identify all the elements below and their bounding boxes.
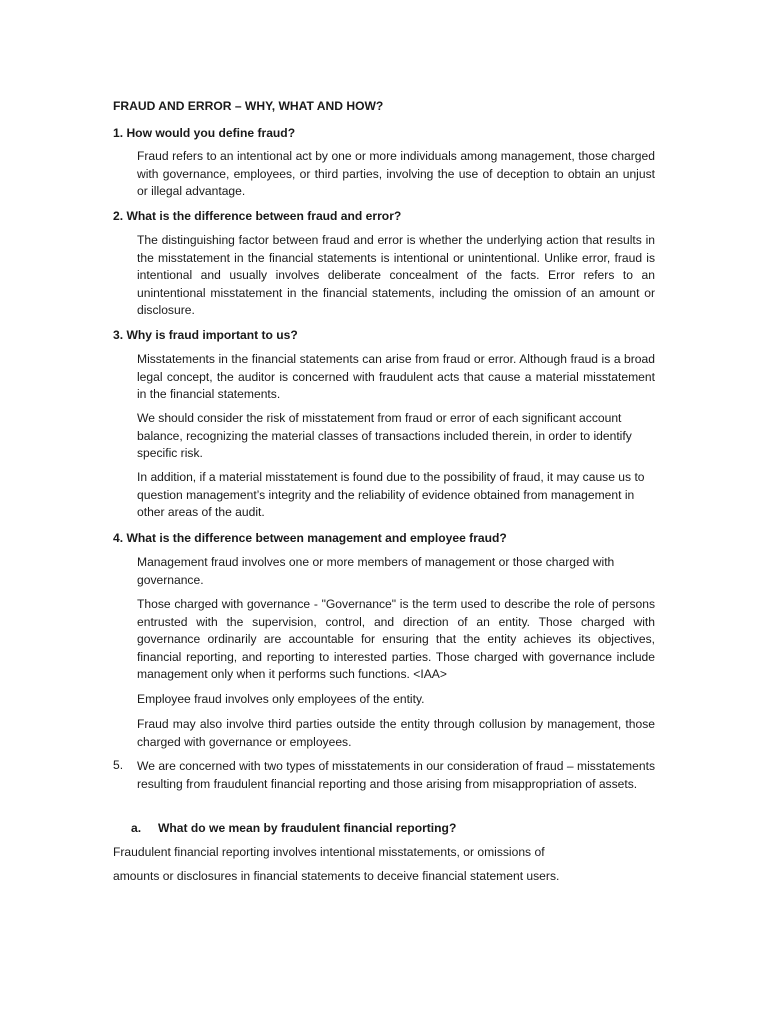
question-4-answer-3 bbox=[137, 691, 655, 709]
question-1-heading: 1. How would you define fraud? bbox=[113, 126, 296, 140]
paragraph: Management fraud involves one or more members of management or those charged with governance. bbox=[137, 555, 615, 587]
question-2 bbox=[113, 207, 401, 225]
question-3-heading: 3. Why is fraud important to us? bbox=[113, 328, 298, 342]
question-1 bbox=[113, 124, 295, 142]
paragraph: Those charged with governance - "Governance" is the term used to describe the role of persons entrusted with the supervision, control, and direction of an entity. Those charged with governance ordinarily are accountable for ensuring that the entity achieves its objectives, financial reporting, and reporting to interested parties. Those charged with governance include management only when it performs such functions. <IAA> bbox=[137, 597, 655, 682]
question-1-answer bbox=[137, 148, 655, 201]
question-3 bbox=[113, 326, 298, 344]
item-text: We are concerned with two types of misstatements in our consideration of fraud – misstatements resulting from fraudulent financial reporting and those arising from misappropriation of assets. bbox=[137, 759, 655, 791]
body-line: amounts or disclosures in financial statements to deceive financial statement users. bbox=[113, 869, 560, 883]
question-4-answer-1 bbox=[137, 554, 655, 589]
question-4-heading: 4. What is the difference between management and employee fraud? bbox=[113, 531, 507, 545]
paragraph: We should consider the risk of misstatement from fraud or error of each significant account balance, recognizing the material classes of transactions included therein, in order to identify specific risk. bbox=[137, 411, 632, 461]
question-4-answer-2 bbox=[137, 596, 655, 684]
question-4-answer-4 bbox=[137, 716, 655, 751]
question-4 bbox=[113, 529, 507, 547]
paragraph: The distinguishing factor between fraud and error is whether the underlying action that results in the misstatement in the financial statements is intentional or unintentional. Unlike error, fraud is intentional and usually involves deliberate concealment of the facts. Error refers to an unintentional misstatement in the financial statements, including the omission of an amount or disclosure. bbox=[137, 233, 655, 318]
paragraph: Employee fraud involves only employees of the entity. bbox=[137, 692, 425, 706]
paragraph: Misstatements in the financial statements can arise from fraud or error. Although fraud is a broad legal concept, the auditor is concerned with fraudulent acts that cause a material misstatement in the financial statements. bbox=[137, 352, 655, 402]
question-3-answer-3 bbox=[137, 469, 655, 522]
document-title: FRAUD AND ERROR – WHY, WHAT AND HOW? bbox=[113, 99, 384, 113]
question-3-answer-2 bbox=[137, 410, 655, 463]
sub-question-a bbox=[113, 819, 456, 837]
sub-question-letter: a. bbox=[131, 821, 142, 835]
question-2-answer bbox=[137, 232, 655, 320]
question-2-heading: 2. What is the difference between fraud and error? bbox=[113, 209, 402, 223]
item-number: 5. bbox=[113, 758, 124, 772]
paragraph: Fraud refers to an intentional act by one or more individuals among management, those charged with governance, employees, or third parties, involving the use of deception to obtain an unjust or illegal advantage. bbox=[137, 149, 655, 199]
body-line: Fraudulent financial reporting involves intentional misstatements, or omissions of bbox=[113, 845, 545, 859]
sub-question-heading: What do we mean by fraudulent financial reporting? bbox=[158, 821, 457, 835]
paragraph: Fraud may also involve third parties outside the entity through collusion by management, those charged with governance or employees. bbox=[137, 717, 655, 749]
paragraph: In addition, if a material misstatement is found due to the possibility of fraud, it may cause us to question management’s integrity and the reliability of evidence obtained from management in other areas of the audit. bbox=[137, 470, 645, 520]
question-3-answer-1 bbox=[137, 351, 655, 404]
numbered-item-5 bbox=[113, 758, 655, 793]
